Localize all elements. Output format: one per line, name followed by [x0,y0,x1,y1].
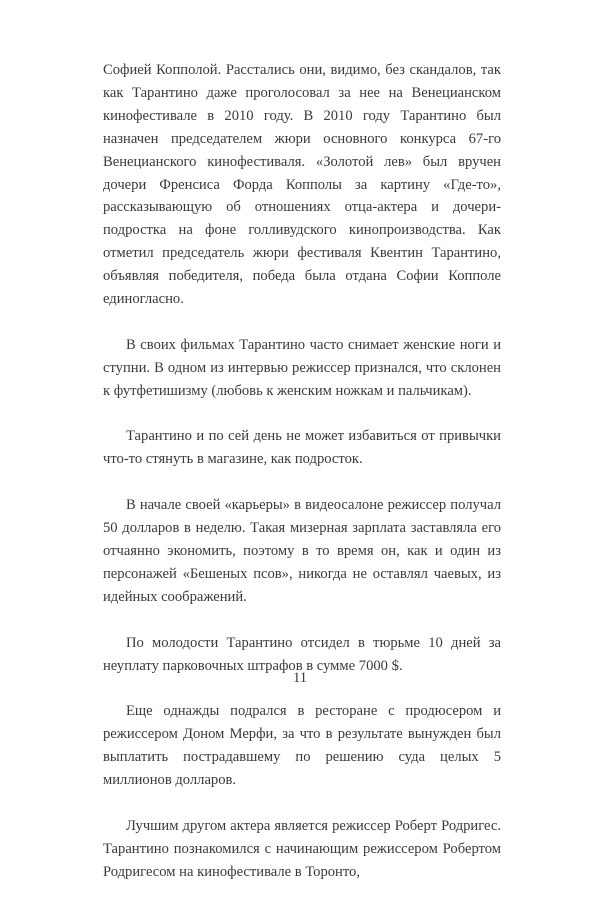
page-number: 11 [292,670,308,686]
paragraph-coppola: Софией Копполой. Расстались они, видимо, без скандалов, так как Тарантино даже проголосовал за нее на Венецианском кинофестивале в 2010 году. В 2010 году Тарантино был назначен председателем жюри основного конкурса 67-го Венецианского кинофестиваля. «Золотой лев» был вручен дочери Френсиса Форда Копполы за картину «Где-то», рассказывающую об отношениях отца-актера и дочери-подростка на фоне голливудского кинопроизводства. Как отметил председатель жюри фестиваля Квентин Тарантино, объявляя победителя, победа была отдана Софии Копполе единогласно. [103,62,501,308]
body-text [103,59,501,906]
paragraph-fight: Еще однажды подрался в ресторане с продюсером и режиссером Доном Мерфи, за что в результате вынужден был выплатить пострадавшему по решению суда целых 5 миллионов долларов. [103,703,501,789]
paragraph-shoplifting: Тарантино и по сей день не может избавиться от привычки что-то стянуть в магазине, как подросток. [103,428,501,468]
paragraph-feet: В своих фильмах Тарантино часто снимает женские ноги и ступни. В одном из интервью режиссер признался, что склонен к футфетишизму (любовь к женским ножкам и пальчикам). [103,336,501,399]
paragraph-jail: По молодости Тарантино отсидел в тюрьме 10 дней за неуплату парковочных штрафов в сумме 7000 $. [103,634,501,674]
paragraph-rodriguez: Лучшим другом актера является режиссер Роберт Родригес. Тарантино познакомился с начинающим режиссером Робертом Родригесом на кинофестивале в Торонто, [103,817,501,880]
paragraph-salary: В начале своей «карьеры» в видеосалоне режиссер получал 50 долларов в неделю. Такая мизерная зарплата заставляла его отчаянно экономить, поэтому в то время он, как и один из персонажей «Бешеных псов», никогда не оставлял чаевых, из идейных соображений. [103,497,501,605]
